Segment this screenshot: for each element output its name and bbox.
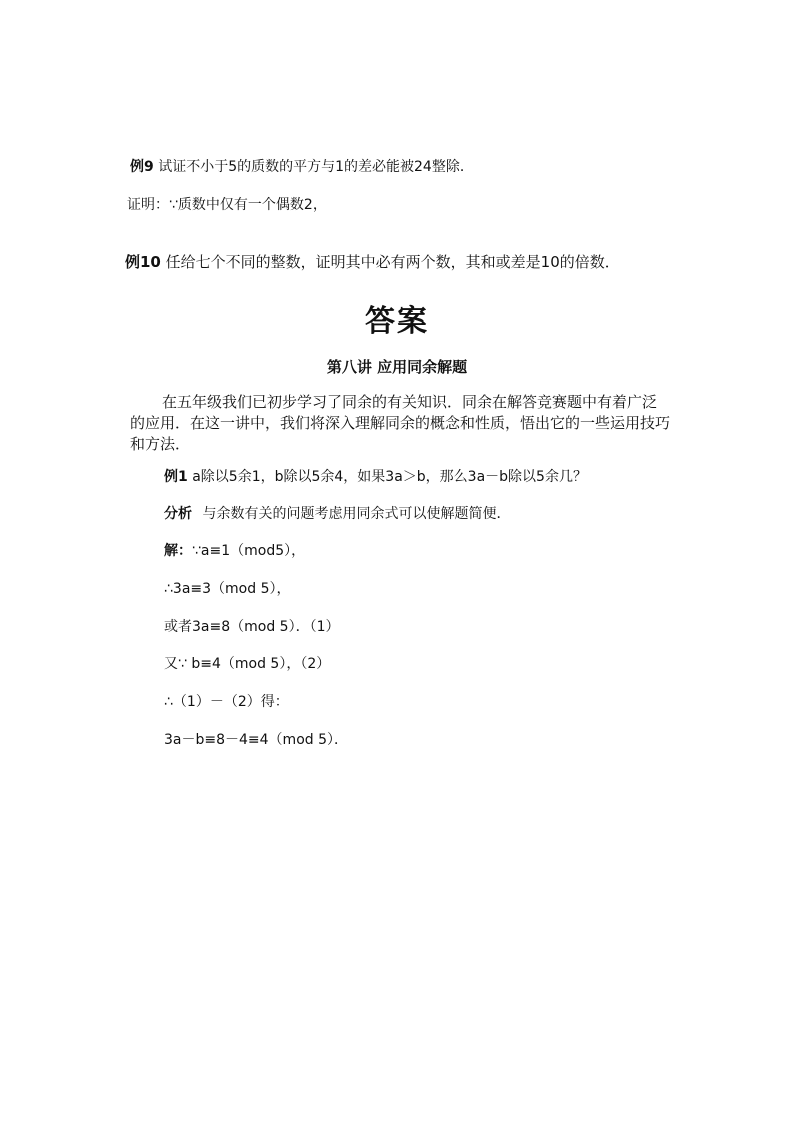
solution-line-4: 又∵ b≡4（mod 5），（2） (164, 656, 331, 672)
solution-label: 解： (164, 543, 192, 559)
example-9 (130, 157, 474, 177)
example-9-label: 例9 (130, 159, 154, 175)
analysis-text: 与余数有关的问题考虑用同余式可以使解题简便． (202, 506, 511, 522)
solution-line-3: 或者3a≡8（mod 5）．（1） (164, 619, 340, 635)
analysis-label: 分析 (164, 506, 192, 522)
answers-title: 答案 (365, 304, 429, 339)
example-9-text: 试证不小于5的质数的平方与1的差必能被24整除． (158, 159, 474, 175)
example-1-label: 例1 (164, 469, 188, 485)
solution-step-1: ∵a≡1（mod5）， (192, 543, 306, 559)
solution-line-1 (164, 541, 305, 561)
lecture-title: 第八讲 应用同余解题 (326, 358, 468, 376)
solution-line-2: ∴3a≡3（mod 5）， (164, 581, 291, 597)
example-10 (125, 252, 620, 272)
example-10-text: 任给七个不同的整数，证明其中必有两个数，其和或差是10的倍数． (165, 253, 620, 271)
example-9-proof: 证明：∵质数中仅有一个偶数2， (127, 197, 327, 213)
analysis (164, 504, 510, 524)
solution-line-6: 3a－b≡8－4≡4（mod 5）． (164, 732, 349, 748)
example-10-label: 例10 (125, 253, 161, 271)
example-1 (164, 467, 587, 487)
example-1-text: a除以5余1，b除以5余4，如果3a＞b，那么3a－b除以5余几？ (192, 469, 587, 485)
intro-paragraph: 在五年级我们已初步学习了同余的有关知识．同余在解答竞赛题中有着广泛的应用．在这一讲中，我们将深入理解同余的概念和性质，悟出它的一些运用技巧和方法． (130, 393, 671, 453)
solution-line-5: ∴（1）－（2）得： (164, 694, 289, 710)
